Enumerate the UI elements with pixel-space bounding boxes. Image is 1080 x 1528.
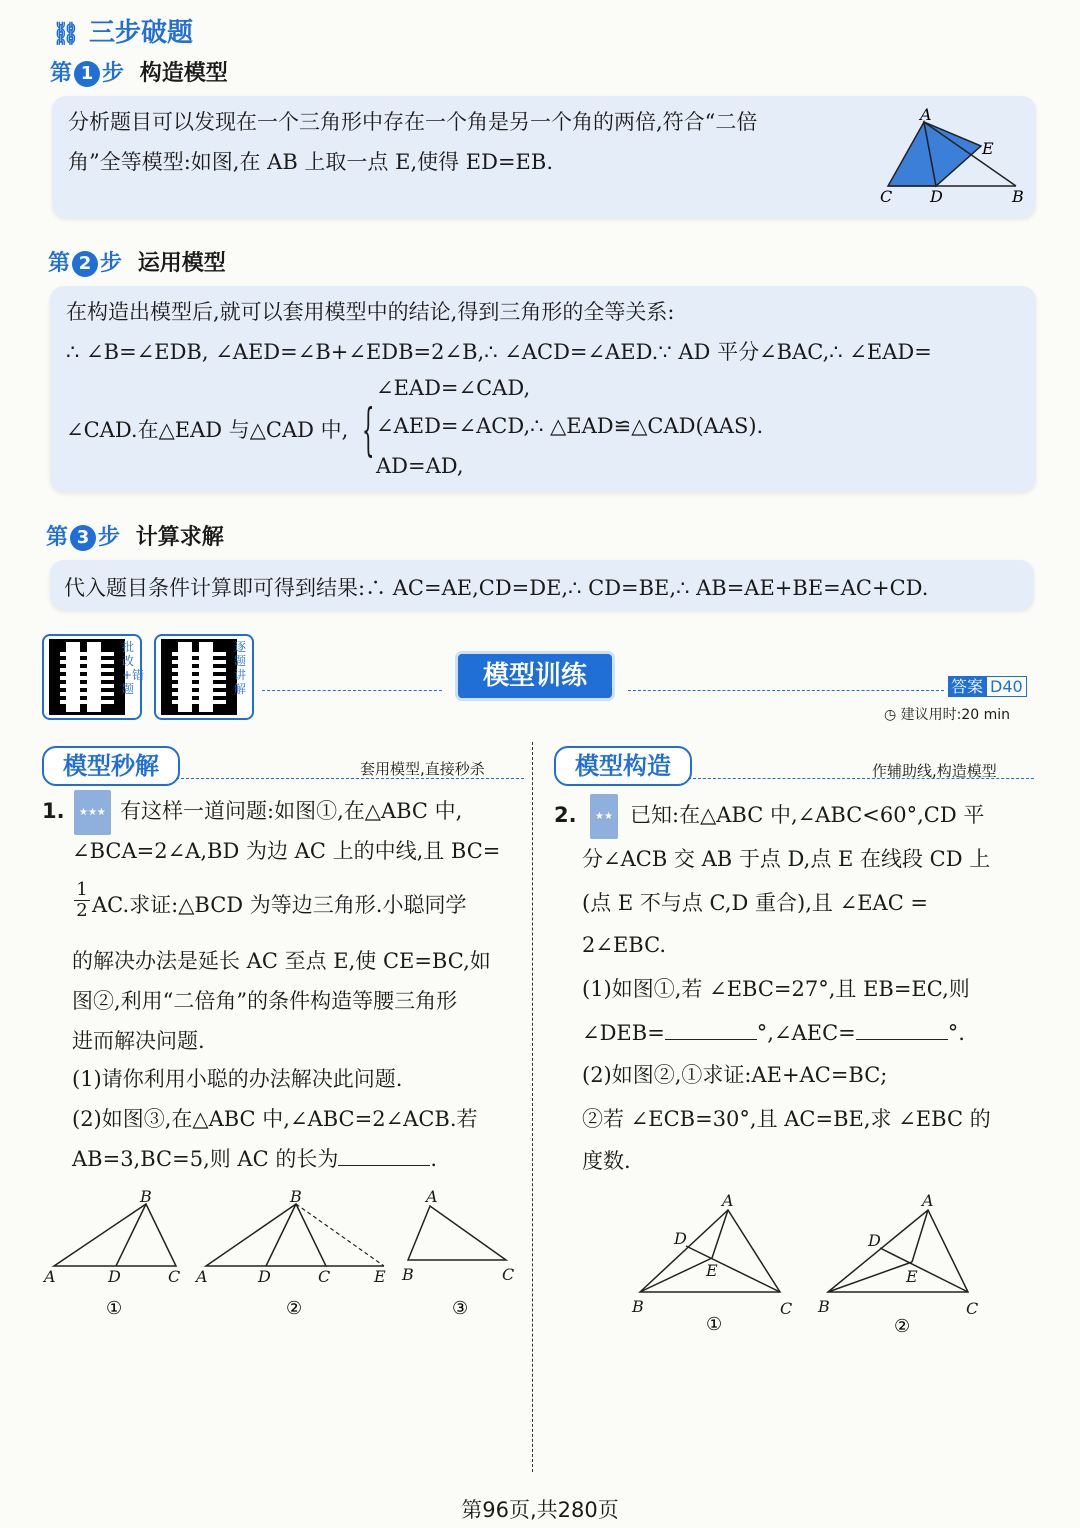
answer-ref[interactable] xyxy=(948,674,1027,697)
right-slogan: 作辅助线,构造模型 xyxy=(872,762,997,780)
fig-label-d: D xyxy=(930,187,943,206)
q1-line3: AC.求证:△BCD 为等边三角形.小聪同学 xyxy=(92,893,467,917)
step2-suffix: 步 xyxy=(100,251,123,276)
q2-line2: 分∠ACB 交 AB 于点 D,点 E 在线段 CD 上 xyxy=(582,847,991,871)
step2-title: 运用模型 xyxy=(137,251,226,276)
q1-fig3-caption: ③ xyxy=(452,1298,469,1319)
qr-code-icon xyxy=(52,642,122,712)
page-footer: 第96页,共280页 xyxy=(461,1498,619,1522)
q2-figures xyxy=(620,1188,1020,1338)
q1-line9-text: AB=3,BC=5,则 AC 的长为 xyxy=(72,1147,339,1171)
svg-text:C: C xyxy=(966,1299,979,1318)
step3-title: 计算求解 xyxy=(135,525,224,550)
fraction-numerator: 1 xyxy=(76,879,88,900)
q2-line7: (2)如图②,①求证:AE+AC=BC; xyxy=(582,1063,888,1087)
step1-prefix: 第 xyxy=(50,61,73,86)
step1-header xyxy=(50,56,228,87)
fig-label-c: C xyxy=(880,187,893,206)
q2-line5: (1)如图①,若 ∠EBC=27°,且 EB=EC,则 xyxy=(582,977,970,1001)
step2-line3: ∠CAD.在△EAD 与△CAD 中, xyxy=(66,418,349,442)
svg-text:C: C xyxy=(318,1267,331,1286)
q1-line4: 的解决办法是延长 AC 至点 E,使 CE=BC,如 xyxy=(72,949,491,973)
fig-label-b: B xyxy=(1012,187,1024,206)
q2-line8: ②若 ∠ECB=30°,且 AC=BE,求 ∠EBC 的 xyxy=(582,1107,991,1131)
step1-figure xyxy=(876,104,1036,208)
q1-line2: ∠BCA=2∠A,BD 为边 AC 上的中线,且 BC= xyxy=(72,839,501,863)
svg-text:B: B xyxy=(402,1265,414,1284)
time-hint xyxy=(884,704,1010,724)
step1-line2: 角”全等模型:如图,在 AB 上取一点 E,使得 ED=EB. xyxy=(68,150,553,174)
q2-line9: 度数. xyxy=(582,1149,631,1173)
step2-cond1: ∠EAD=∠CAD, xyxy=(376,376,531,400)
q1-number: 1. xyxy=(42,799,65,823)
answer-page: D40 xyxy=(986,676,1027,697)
q1-fig2-caption: ② xyxy=(286,1298,303,1319)
svg-text:E: E xyxy=(906,1267,918,1286)
q2-line6 xyxy=(582,1012,965,1055)
step2-header xyxy=(48,246,226,277)
svg-text:D: D xyxy=(868,1231,881,1250)
q1-fig1-caption: ① xyxy=(106,1298,123,1319)
svg-text:C: C xyxy=(168,1267,181,1286)
q2-number: 2. xyxy=(554,803,577,827)
divider-left xyxy=(262,690,442,691)
qr-code-explanation[interactable] xyxy=(154,634,254,720)
q2-line3: (点 E 不与点 C,D 重合),且 ∠EAC = xyxy=(582,891,929,915)
divider-right xyxy=(628,690,944,691)
step1-line1: 分析题目可以发现在一个三角形中存在一个角是另一个角的两倍,符合“二倍 xyxy=(68,110,758,134)
q1-figures xyxy=(40,1186,530,1326)
q2-line6-a: ∠DEB= xyxy=(582,1021,665,1045)
svg-text:B: B xyxy=(290,1187,302,1206)
step2-cond3: AD=AD, xyxy=(376,454,464,478)
step3-prefix: 第 xyxy=(46,525,69,550)
link-icon: ⛓ xyxy=(52,22,80,47)
step2-line1: 在构造出模型后,就可以套用模型中的结论,得到三角形的全等关系: xyxy=(66,300,675,324)
step3-line: 代入题目条件计算即可得到结果:∴ AC=AE,CD=DE,∴ CD=BE,∴ AB=AE+BE=AC+CD. xyxy=(64,576,929,600)
training-title: 模型训练 xyxy=(458,654,612,698)
svg-text:D: D xyxy=(108,1267,121,1286)
svg-text:D: D xyxy=(258,1267,271,1286)
q2-blank-aec[interactable] xyxy=(856,1021,948,1040)
step1-suffix: 步 xyxy=(102,61,125,86)
svg-text:E: E xyxy=(374,1267,386,1286)
right-tag: 模型构造 xyxy=(554,746,692,786)
step1-title: 构造模型 xyxy=(139,61,228,86)
section-title: 三步破题 xyxy=(89,18,194,48)
svg-text:E: E xyxy=(706,1261,718,1280)
q1-line9: AB=3,BC=5,则 AC 的长为 . xyxy=(72,1147,438,1171)
q2-line6-c: °. xyxy=(947,1021,965,1045)
left-slogan: 套用模型,直接秒杀 xyxy=(360,760,485,778)
fraction-denominator: 2 xyxy=(74,900,90,921)
svg-text:A: A xyxy=(722,1191,734,1210)
svg-text:C: C xyxy=(780,1299,793,1318)
q2-stars: ★★ xyxy=(590,794,618,839)
time-hint-text: 建议用时:20 min xyxy=(900,707,1011,723)
fig-label-e: E xyxy=(982,139,994,158)
left-tag: 模型秒解 xyxy=(42,746,180,786)
step2-line2: ∴ ∠B=∠EDB, ∠AED=∠B+∠EDB=2∠B,∴ ∠ACD=∠AED.∵ AD 平分∠BAC,∴ ∠EAD= xyxy=(66,340,932,364)
q1-line1: 有这样一道问题:如图①,在△ABC 中, xyxy=(120,799,463,823)
step2-number-badge: 2 xyxy=(72,251,98,277)
q2-blank-deb[interactable] xyxy=(665,1021,757,1040)
svg-text:B: B xyxy=(632,1297,644,1316)
svg-text:C: C xyxy=(502,1265,515,1284)
brace: { xyxy=(362,398,375,463)
qr-code-correction[interactable] xyxy=(42,634,145,720)
svg-text:D: D xyxy=(674,1229,687,1248)
svg-text:A: A xyxy=(44,1267,56,1286)
q1-line8: (2)如图③,在△ABC 中,∠ABC=2∠ACB.若 xyxy=(72,1107,478,1131)
step3-suffix: 步 xyxy=(98,525,121,550)
svg-text:A: A xyxy=(922,1191,934,1210)
qr2-label: 逐题讲解 xyxy=(234,640,247,696)
q2-line4: 2∠EBC. xyxy=(582,933,667,957)
q1-stars: ★★★ xyxy=(74,790,111,835)
qr-code-icon xyxy=(164,642,234,712)
section-header xyxy=(52,12,193,49)
svg-text:A: A xyxy=(426,1187,438,1206)
q2-fig2-caption: ② xyxy=(894,1316,911,1337)
q1-line5: 图②,利用“二倍角”的条件构造等腰三角形 xyxy=(72,989,458,1013)
clock-icon: ◷ xyxy=(884,707,897,723)
step1-number-badge: 1 xyxy=(74,61,100,87)
q2-line1: 已知:在△ABC 中,∠ABC<60°,CD 平 xyxy=(630,803,985,827)
svg-text:B: B xyxy=(818,1297,830,1316)
answer-label: 答案 xyxy=(948,676,986,697)
column-divider xyxy=(532,742,533,1472)
svg-text:A: A xyxy=(196,1267,208,1286)
q2-line6-b: °,∠AEC= xyxy=(756,1021,856,1045)
step2-prefix: 第 xyxy=(48,251,71,276)
q1-line7: (1)请你利用小聪的办法解决此问题. xyxy=(72,1067,403,1091)
q1-line6: 进而解决问题. xyxy=(72,1029,205,1053)
qr1-label: 批改+错题 xyxy=(122,640,145,696)
step3-number-badge: 3 xyxy=(70,525,96,551)
svg-text:B: B xyxy=(140,1187,152,1206)
q1-answer-blank[interactable] xyxy=(338,1147,430,1166)
fig-label-a: A xyxy=(920,105,932,124)
step3-header xyxy=(46,520,224,551)
q1-fraction xyxy=(74,880,90,921)
q2-fig1-caption: ① xyxy=(706,1314,723,1335)
step2-cond2: ∠AED=∠ACD,∴ △EAD≌△CAD(AAS). xyxy=(376,414,764,438)
